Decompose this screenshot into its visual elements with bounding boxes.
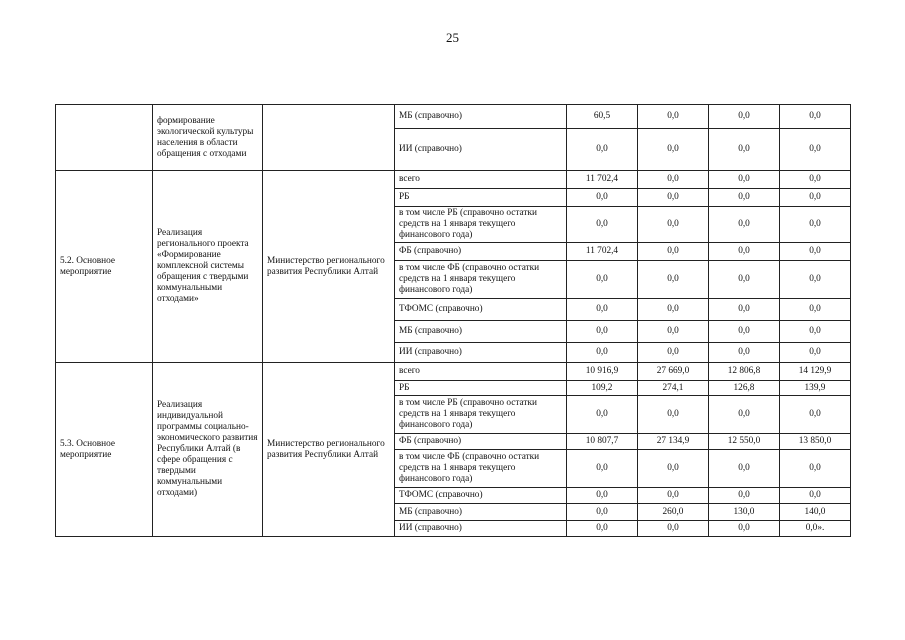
value-cell-year-2: 27 134,9 bbox=[638, 434, 709, 450]
value-cell-year-4: 0,0 bbox=[780, 105, 851, 129]
value-cell-year-3: 0,0 bbox=[709, 521, 780, 537]
value-cell-year-2: 27 669,0 bbox=[638, 363, 709, 381]
value-cell-year-3: 0,0 bbox=[709, 488, 780, 504]
value-cell-year-3: 0,0 bbox=[709, 171, 780, 189]
funding-source-cell: МБ (справочно) bbox=[395, 321, 567, 343]
table-row bbox=[56, 171, 851, 189]
measure-name-cell: Реализация регионального проекта «Формирование комплексной системы обращения с твердыми коммунальными отходами» bbox=[153, 171, 263, 363]
value-cell-year-4: 14 129,9 bbox=[780, 363, 851, 381]
value-cell-year-1: 11 702,4 bbox=[567, 243, 638, 261]
table-row bbox=[56, 105, 851, 129]
table-body bbox=[56, 105, 851, 537]
value-cell-year-1: 0,0 bbox=[567, 521, 638, 537]
value-cell-year-1: 0,0 bbox=[567, 207, 638, 243]
value-cell-year-1: 0,0 bbox=[567, 488, 638, 504]
funding-source-cell: МБ (справочно) bbox=[395, 105, 567, 129]
value-cell-year-2: 0,0 bbox=[638, 243, 709, 261]
value-cell-year-3: 0,0 bbox=[709, 450, 780, 488]
value-cell-year-2: 0,0 bbox=[638, 321, 709, 343]
funding-source-cell: всего bbox=[395, 171, 567, 189]
value-cell-year-1: 0,0 bbox=[567, 343, 638, 363]
funding-source-cell: РБ bbox=[395, 381, 567, 396]
funding-source-cell: ФБ (справочно) bbox=[395, 243, 567, 261]
value-cell-year-4: 0,0 bbox=[780, 243, 851, 261]
value-cell-year-1: 0,0 bbox=[567, 504, 638, 521]
value-cell-year-3: 0,0 bbox=[709, 299, 780, 321]
value-cell-year-4: 0,0 bbox=[780, 189, 851, 207]
value-cell-year-4: 0,0 bbox=[780, 343, 851, 363]
value-cell-year-1: 0,0 bbox=[567, 321, 638, 343]
measure-id-cell: 5.3. Основное мероприятие bbox=[56, 363, 153, 537]
funding-source-cell: в том числе РБ (справочно остатки средств на 1 января текущего финансового года) bbox=[395, 207, 567, 243]
value-cell-year-2: 0,0 bbox=[638, 207, 709, 243]
funding-source-cell: ТФОМС (справочно) bbox=[395, 299, 567, 321]
value-cell-year-1: 60,5 bbox=[567, 105, 638, 129]
value-cell-year-4: 0,0 bbox=[780, 261, 851, 299]
measure-id-cell: 5.2. Основное мероприятие bbox=[56, 171, 153, 363]
measure-id-cell bbox=[56, 105, 153, 171]
funding-table bbox=[55, 104, 851, 537]
value-cell-year-4: 0,0». bbox=[780, 521, 851, 537]
value-cell-year-2: 0,0 bbox=[638, 261, 709, 299]
executor-cell: Министерство регионального развития Республики Алтай bbox=[263, 363, 395, 537]
value-cell-year-2: 0,0 bbox=[638, 450, 709, 488]
value-cell-year-1: 0,0 bbox=[567, 261, 638, 299]
value-cell-year-4: 0,0 bbox=[780, 299, 851, 321]
value-cell-year-1: 0,0 bbox=[567, 450, 638, 488]
funding-source-cell: в том числе РБ (справочно остатки средств на 1 января текущего финансового года) bbox=[395, 396, 567, 434]
value-cell-year-3: 126,8 bbox=[709, 381, 780, 396]
value-cell-year-4: 0,0 bbox=[780, 488, 851, 504]
value-cell-year-3: 0,0 bbox=[709, 189, 780, 207]
value-cell-year-3: 12 550,0 bbox=[709, 434, 780, 450]
value-cell-year-2: 0,0 bbox=[638, 396, 709, 434]
value-cell-year-2: 274,1 bbox=[638, 381, 709, 396]
funding-source-cell: ТФОМС (справочно) bbox=[395, 488, 567, 504]
value-cell-year-3: 0,0 bbox=[709, 321, 780, 343]
funding-source-cell: в том числе ФБ (справочно остатки средств на 1 января текущего финансового года) bbox=[395, 450, 567, 488]
value-cell-year-2: 0,0 bbox=[638, 488, 709, 504]
value-cell-year-2: 0,0 bbox=[638, 299, 709, 321]
value-cell-year-4: 13 850,0 bbox=[780, 434, 851, 450]
value-cell-year-3: 0,0 bbox=[709, 243, 780, 261]
value-cell-year-1: 11 702,4 bbox=[567, 171, 638, 189]
funding-source-cell: ИИ (справочно) bbox=[395, 521, 567, 537]
executor-cell bbox=[263, 105, 395, 171]
funding-source-cell: в том числе ФБ (справочно остатки средств на 1 января текущего финансового года) bbox=[395, 261, 567, 299]
funding-source-cell: ФБ (справочно) bbox=[395, 434, 567, 450]
value-cell-year-2: 0,0 bbox=[638, 521, 709, 537]
value-cell-year-3: 0,0 bbox=[709, 207, 780, 243]
value-cell-year-1: 109,2 bbox=[567, 381, 638, 396]
value-cell-year-4: 0,0 bbox=[780, 396, 851, 434]
value-cell-year-2: 0,0 bbox=[638, 171, 709, 189]
table-row bbox=[56, 363, 851, 381]
page-number: 25 bbox=[446, 30, 459, 45]
value-cell-year-1: 10 916,9 bbox=[567, 363, 638, 381]
value-cell-year-4: 0,0 bbox=[780, 321, 851, 343]
value-cell-year-2: 0,0 bbox=[638, 105, 709, 129]
value-cell-year-1: 10 807,7 bbox=[567, 434, 638, 450]
value-cell-year-2: 260,0 bbox=[638, 504, 709, 521]
value-cell-year-2: 0,0 bbox=[638, 343, 709, 363]
value-cell-year-3: 0,0 bbox=[709, 129, 780, 171]
funding-source-cell: МБ (справочно) bbox=[395, 504, 567, 521]
funding-source-cell: РБ bbox=[395, 189, 567, 207]
value-cell-year-2: 0,0 bbox=[638, 189, 709, 207]
funding-source-cell: ИИ (справочно) bbox=[395, 129, 567, 171]
value-cell-year-3: 0,0 bbox=[709, 105, 780, 129]
value-cell-year-1: 0,0 bbox=[567, 299, 638, 321]
funding-source-cell: ИИ (справочно) bbox=[395, 343, 567, 363]
value-cell-year-3: 12 806,8 bbox=[709, 363, 780, 381]
value-cell-year-3: 0,0 bbox=[709, 261, 780, 299]
value-cell-year-4: 0,0 bbox=[780, 450, 851, 488]
executor-cell: Министерство регионального развития Республики Алтай bbox=[263, 171, 395, 363]
funding-source-cell: всего bbox=[395, 363, 567, 381]
value-cell-year-4: 140,0 bbox=[780, 504, 851, 521]
value-cell-year-3: 130,0 bbox=[709, 504, 780, 521]
value-cell-year-2: 0,0 bbox=[638, 129, 709, 171]
value-cell-year-4: 139,9 bbox=[780, 381, 851, 396]
value-cell-year-1: 0,0 bbox=[567, 129, 638, 171]
value-cell-year-3: 0,0 bbox=[709, 396, 780, 434]
value-cell-year-1: 0,0 bbox=[567, 189, 638, 207]
value-cell-year-4: 0,0 bbox=[780, 129, 851, 171]
value-cell-year-1: 0,0 bbox=[567, 396, 638, 434]
value-cell-year-4: 0,0 bbox=[780, 207, 851, 243]
value-cell-year-3: 0,0 bbox=[709, 343, 780, 363]
measure-name-cell: формирование экологической культуры населения в области обращения с отходами bbox=[153, 105, 263, 171]
value-cell-year-4: 0,0 bbox=[780, 171, 851, 189]
measure-name-cell: Реализация индивидуальной программы социально-экономического развития Республики Алтай (в сфере обращения с твердыми коммунальными отходами) bbox=[153, 363, 263, 537]
